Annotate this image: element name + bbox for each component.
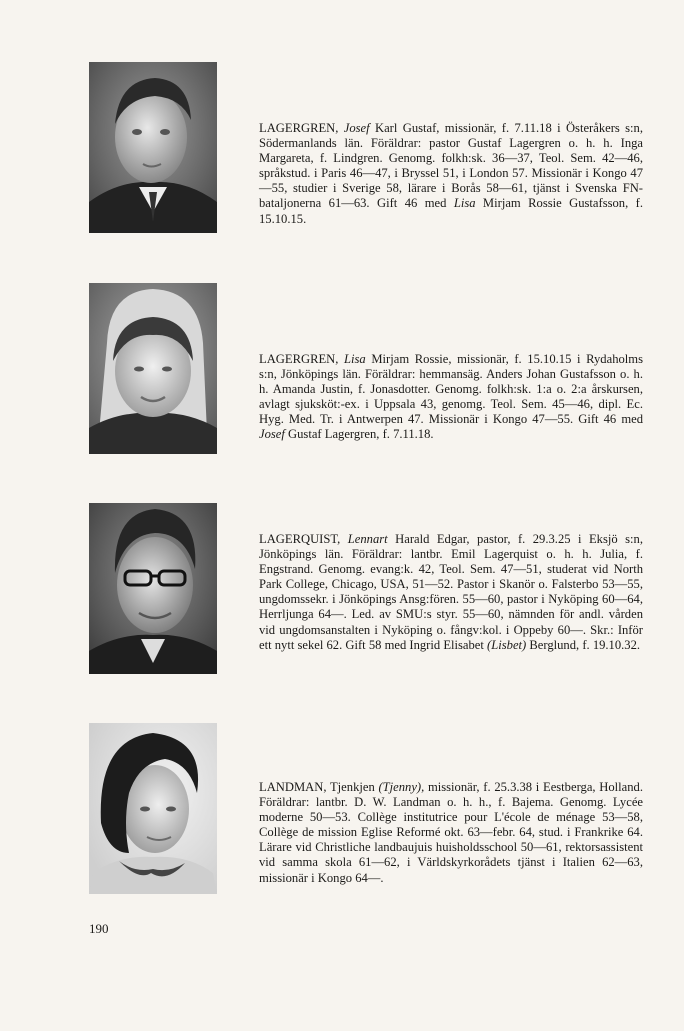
given-name-plain: Tjenkjen [326,780,379,794]
surname: LANDMAN, [259,780,327,794]
spouse-name: (Lisbet) [487,637,527,652]
given-name: (Tjenny), [378,780,425,794]
surname: LAGERGREN, [259,121,339,135]
biography-body: missionär, f. 25.3.38 i Eestberga, Holland. Föräldrar: lantbr. D. W. Landman o. h. h., f. Bajema. Genomg. Lycée moderne 50—53. Collège institutrice pour L'école de ménage 53—58, Collège de mission Eglise Reformé okt. 63—febr. 64, stud. i Frankrike 64. Lärare vid Christliche landbaujuis huisholdsschool 50—61, rektorsassistent vid samma skola 61—62, i Världskyrkorådets tjänst i Italien 62—63, missionär i Kongo 64—. [259,780,643,885]
given-name: Josef [343,121,370,135]
spouse-name: Lisa [453,196,476,211]
spouse-name: Josef [259,427,285,442]
portrait-photo [89,723,217,894]
biography-text [259,121,643,227]
portrait-photo [89,62,217,233]
biography-end: Gustaf Lagergren, f. 7.11.18. [284,427,434,442]
portrait-photo [89,283,217,454]
portrait-photo [89,503,217,674]
surname: LAGERGREN, [259,352,339,366]
biography-end: Berglund, f. 19.10.32. [526,637,641,652]
biography-body: Mirjam Rossie, missionär, f. 15.10.15 i Rydaholms s:n, Jönköpings län. Föräldrar: hemmansäg. Anders Johan Gustafsson o. h. h. Amanda Justin, f. Jonasdotter. Genomg. folkh:sk. 1:a o. 2:a årskursen, avlagt sjuksköt:-ex. i Uppsala 43, genomg. Teol. Sem. 45—46, dipl. Ec. Hyg. Med. Tr. i Antwerpen 47. Missionär i Kongo 47—55. Gift 46 med [259,352,643,427]
surname: LAGERQUIST, [259,532,341,546]
given-name: Lennart [347,532,388,546]
biography-end: Mirjam Rossie Gustafsson, f. 15.10.15. [259,196,643,226]
page-number: 190 [89,921,109,936]
biography-text [259,532,643,653]
biography-body: Harald Edgar, pastor, f. 29.3.25 i Eksjö s:n, Jönköpings län. Föräldrar: lantbr. Emil Lagerquist o. h. h. Julia, f. Engstrand. Genomg. evang:k. 42, Teol. Sem. 47—51, studerat vid North Park College, Chicago, USA, 51—52. Pastor i Skanör o. Falsterbo 53—55, ungdomssekr. i Jönköpings Ansg:fören. 55—60, pastor i Nyköping 60—64, Herrljunga 64—. Led. av SMU:s styr. 55—60, nämnden för andl. vården vid ungdomsanstalten i Nyköping o. fångv:kol. i Oppeby 60—. Skr.: Inför ett nytt sekel 62. Gift 58 med Ingrid Elisabet [259,532,643,652]
biography-text [259,352,643,443]
biography-text [259,780,643,886]
biography-body: Karl Gustaf, missionär, f. 7.11.18 i Österåkers s:n, Södermanlands län. Föräldrar: pastor Gustaf Lagergren o. h. h. Inga Margareta, f. Lindgren. Genomg. folkh:sk. 36—37, Teol. Sem. 42—46, språkstud. i Paris 46—47, i Bryssel 51, i London 57. Missionär i Kongo 47—55, studier i Sverige 58, lärare i Borås 58—61, tjänst i Svenska FN-bataljonerna 61—63. Gift 46 med [259,121,643,211]
given-name: Lisa [344,352,366,366]
